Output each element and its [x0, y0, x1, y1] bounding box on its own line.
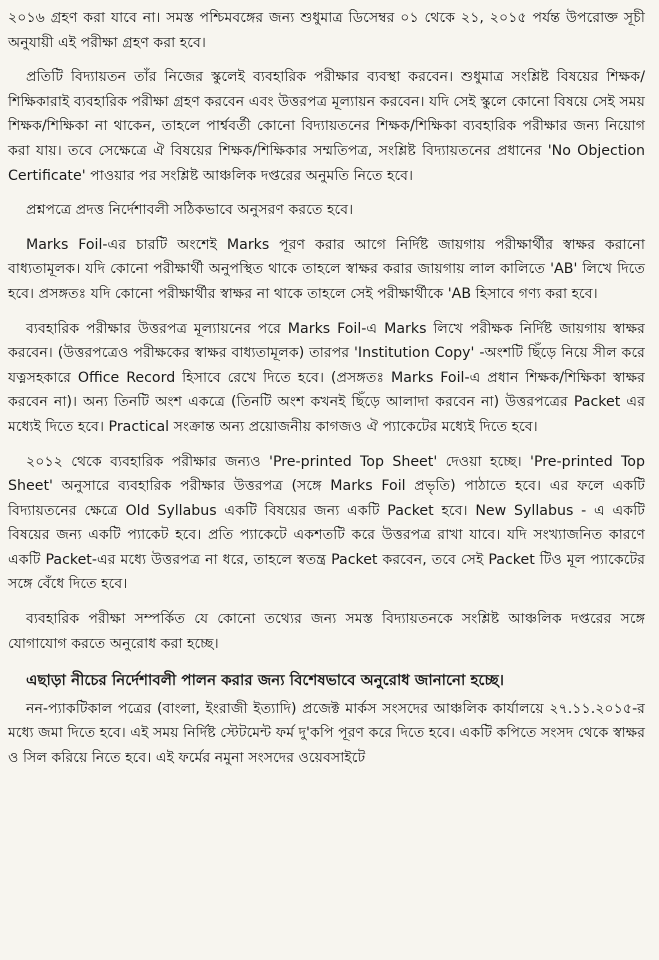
paragraph-project-marks: নন-প্যাকটিকাল পত্রের (বাংলা, ইংরাজী ইত্যাদি) প্রজেক্ট মার্কস সংসদের আঞ্চলিক কার্যালয়ে ২৭.১১.২০১৫-র মধ্যে জমা দিতে হবে। এই সময় নির্দিষ্ট স্টেটমেন্ট ফর্ম দু'কপি পূরণ করে দিতে হবে। একটি কপিতে সংসদ থেকে স্বাক্ষর ও সিল করিয়ে নিতে হবে। এই ফর্মের নমুনা সংসদের ওয়েবসাইটে [8, 700, 645, 767]
paragraph-evaluation-procedure: ব্যবহারিক পরীক্ষার উত্তরপত্র মূল্যায়নের পরে Marks Foil-এ Marks লিখে পরীক্ষক নির্দিষ্ট জায়গায় স্বাক্ষর করবেন। (উত্তরপত্রেও পরীক্ষকের স্বাক্ষর বাধ্যতামূলক) তারপর 'Institution Copy' -অংশটি ছিঁড়ে নিয়ে সীল করে যত্নসহকারে Office Record হিসাবে রেখে দিতে হবে। (প্রসঙ্গতঃ Marks Foil-এ প্রধান শিক্ষক/শিক্ষিকা স্বাক্ষর করবেন না)। অন্য তিনটি অংশ একত্রে (তিনটি অংশ কখনই ছিঁড়ে আলাদা করবেন না) উত্তরপত্রের Packet এর মধ্যেই দিতে হবে। Practical সংক্রান্ত অন্য প্রয়োজনীয় কাগজও ঐ প্যাকেটের মধ্যেই দিতে হবে। [8, 320, 645, 435]
paragraph-exam-schedule: ২০১৬ গ্রহণ করা যাবে না। সমস্ত পশ্চিমবঙ্গের জন্য শুধুমাত্র ডিসেম্বর ০১ থেকে ২১, ২০১৫ পর্যন্ত উপরোক্ত সূচী অনুযায়ী এই পরীক্ষা গ্রহণ করা হবে। [8, 10, 645, 51]
section-heading: এছাড়া নীচের নির্দেশাবলী পালন করার জন্য বিশেষভাবে অনুরোধ জানানো হচ্ছে। [26, 671, 505, 690]
paragraph-marks-foil-signature: Marks Foil-এর চারটি অংশেই Marks পূরণ করার আগে নির্দিষ্ট জায়গায় পরীক্ষার্থীর স্বাক্ষর করানো বাধ্যতামূলক। যদি কোনো পরীক্ষার্থী অনুপস্থিত থাকে তাহলে স্বাক্ষর করার জায়গায় লাল কালিতে 'AB' লিখে দিতে হবে। প্রসঙ্গতঃ যদি কোনো পরীক্ষার্থীর স্বাক্ষর না থাকে তাহলে সেই পরীক্ষার্থীকে 'AB হিসাবে গণ্য করা হবে। [8, 236, 645, 302]
paragraph-practical-arrangement: প্রতিটি বিদ্যায়তন তাঁর নিজের স্কুলেই ব্যবহারিক পরীক্ষার ব্যবস্থা করবেন। শুধুমাত্র সংশ্লিষ্ট বিষয়ের শিক্ষক/শিক্ষিকারাই ব্যবহারিক পরীক্ষা গ্রহণ করবেন এবং উত্তরপত্র মূল্যায়ন করবেন। যদি সেই স্কুলে কোনো বিষয়ে সেই সময় শিক্ষক/শিক্ষিকা না থাকেন, তাহলে পার্শ্ববর্তী কোনো বিদ্যায়তনের শিক্ষক/শিক্ষিকা ব্যবহারিক পরীক্ষার জন্য নিয়োগ করা যায়। তবে সেক্ষেত্রে ঐ বিষয়ের শিক্ষক/শিক্ষিকার সম্মতিপত্র, সংশ্লিষ্ট বিদ্যায়তনের প্রধানের 'No Objection Certificate' পাওয়ার পর সংশ্লিষ্ট আঞ্চলিক দপ্তরের অনুমতি নিতে হবে। [8, 69, 645, 184]
paragraph-contact-office: ব্যবহারিক পরীক্ষা সম্পর্কিত যে কোনো তথ্যের জন্য সমস্ত বিদ্যায়তনকে সংশ্লিষ্ট আঞ্চলিক দপ্তরের সঙ্গে যোগাযোগ করতে অনুরোধ করা হচ্ছে। [8, 611, 645, 652]
paragraph-follow-instructions: প্রশ্নপত্রে প্রদত্ত নির্দেশাবলী সঠিকভাবে অনুসরণ করতে হবে। [26, 202, 354, 219]
paragraph-top-sheet: ২০১২ থেকে ব্যবহারিক পরীক্ষার জন্যও 'Pre-printed Top Sheet' দেওয়া হচ্ছে। 'Pre-printed Top Sheet' অনুসারে ব্যবহারিক পরীক্ষার উত্তরপত্র (সঙ্গে Marks Foil প্রভৃতি) পাঠাতে হবে। এর ফলে একটি বিদ্যায়তনের ক্ষেত্রে Old Syllabus একটি বিষয়ের জন্য একটি Packet হবে। New Syllabus - এ একটি বিষয়ের জন্য একটি প্যাকেট হবে। প্রতি প্যাকেটে একশতটি করে উত্তরপত্র রাখা যাবে। যদি সংখ্যাজনিত কারণে একটি Packet-এর মধ্যে উত্তরপত্র না ধরে, তাহলে স্বতন্ত্র Packet করবেন, তবে সেই Packet টিও মূল প্যাকেটের সঙ্গে বেঁধে দিতে হবে। [8, 453, 645, 593]
